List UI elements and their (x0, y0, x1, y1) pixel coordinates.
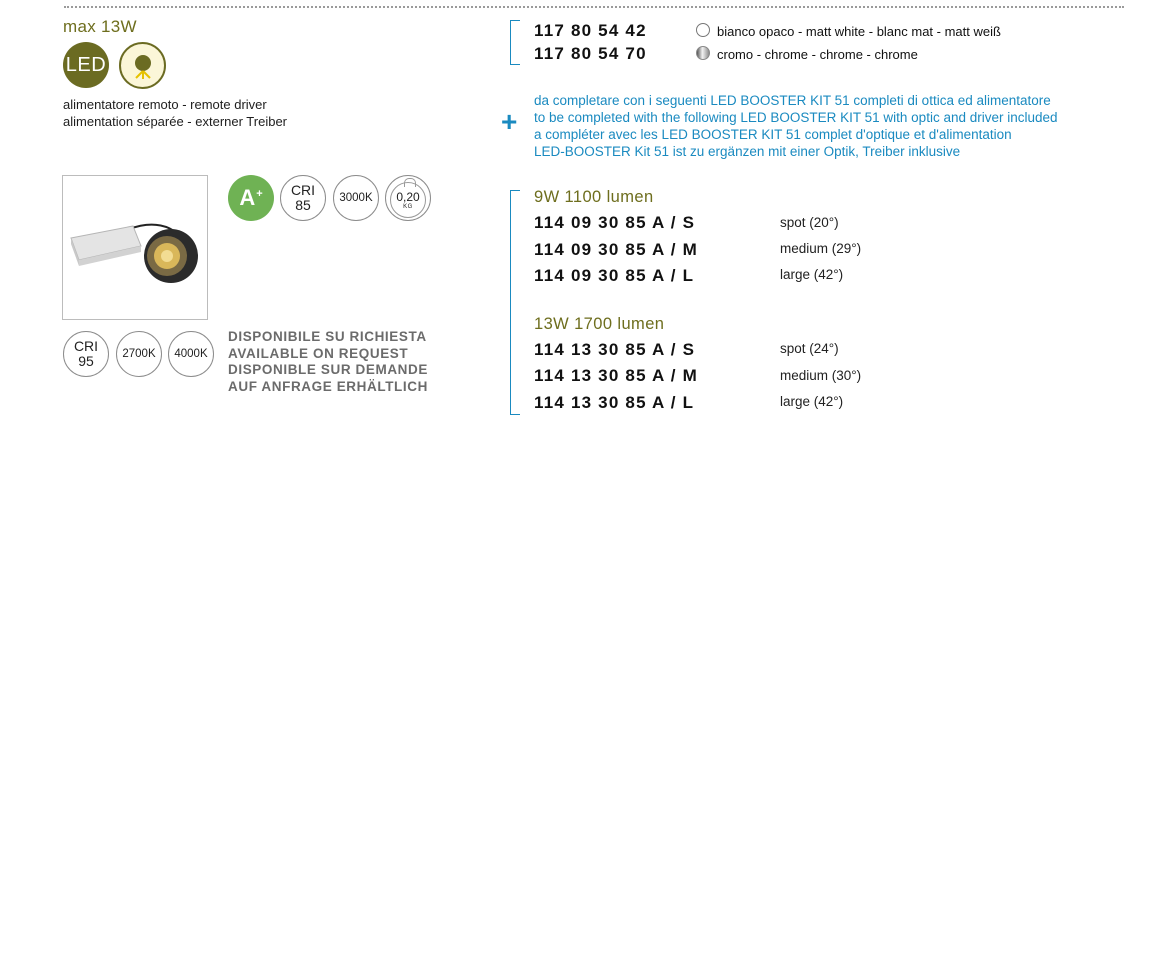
booster-note-line3: a compléter avec les LED BOOSTER KIT 51 complet d'optique et d'alimentation (534, 127, 1012, 142)
kit-codes-bracket (510, 190, 520, 415)
availability-note (228, 329, 428, 395)
cri-label: CRI (290, 182, 316, 198)
kit-optic-label: large (42°) (780, 394, 844, 409)
booster-note-line4: LED-BOOSTER Kit 51 ist zu ergänzen mit einer Optik, Treiber inklusive (534, 144, 961, 159)
weight-icon (404, 178, 416, 187)
kit-code-row: 114 09 30 85 A / M (534, 240, 698, 259)
finish-white-label: bianco opaco - matt white - blanc mat - matt weiß (717, 24, 1001, 39)
light-beam-icon (119, 42, 166, 89)
driver-note-line1: alimentatore remoto - remote driver (63, 97, 267, 112)
chrome-finish-swatch-icon (696, 46, 710, 60)
kit-9w-header: 9W 1100 lumen (534, 188, 654, 206)
plus-icon: + (501, 106, 518, 137)
dotted-divider (64, 6, 1124, 8)
energy-class-plus: + (256, 188, 263, 200)
availability-line1: DISPONIBILE SU RICHIESTA (228, 329, 427, 344)
cri-value: 95 (78, 353, 94, 369)
product-photo (62, 175, 208, 320)
kit-optic-label: medium (29°) (780, 241, 862, 256)
led-badge: LED (63, 42, 109, 88)
kit-code-row: 114 13 30 85 A / L (534, 393, 695, 412)
energy-class-badge (228, 175, 274, 221)
cri-label: CRI (73, 338, 99, 354)
fixture-code-chrome: 117 80 54 70 (534, 44, 647, 63)
color-temp-3000k-badge: 3000K (333, 175, 379, 221)
cri-85-badge (280, 175, 326, 221)
weight-value: 0,20 (396, 190, 420, 204)
fixture-codes-bracket (510, 20, 520, 65)
max-power-label: max 13W (63, 17, 137, 36)
finish-chrome-label: cromo - chrome - chrome - chrome (717, 47, 918, 62)
cri-95-badge (63, 331, 109, 377)
energy-class-letter: A (239, 185, 256, 210)
cri-value: 85 (295, 197, 311, 213)
booster-note-line2: to be completed with the following LED BOOSTER KIT 51 with optic and driver included (534, 110, 1058, 125)
booster-kit-note (534, 92, 1058, 160)
kit-code-row: 114 13 30 85 A / M (534, 366, 698, 385)
kit-code-row: 114 09 30 85 A / S (534, 213, 696, 232)
weight-unit: KG (403, 204, 413, 210)
kit-code-row: 114 09 30 85 A / L (534, 266, 695, 285)
weight-badge (385, 175, 431, 221)
kit-optic-label: medium (30°) (780, 368, 862, 383)
fixture-code-white: 117 80 54 42 (534, 21, 647, 40)
driver-note-line2: alimentation séparée - externer Treiber (63, 114, 288, 129)
kit-13w-header: 13W 1700 lumen (534, 315, 665, 333)
kit-optic-label: spot (20°) (780, 215, 839, 230)
weight-inner (390, 182, 426, 218)
color-temp-2700k-badge: 2700K (116, 331, 162, 377)
kit-optic-label: large (42°) (780, 267, 844, 282)
remote-driver-note (63, 96, 287, 130)
availability-line3: DISPONIBLE SUR DEMANDE (228, 362, 428, 377)
kit-code-row: 114 13 30 85 A / S (534, 340, 696, 359)
color-temp-4000k-badge: 4000K (168, 331, 214, 377)
availability-line2: AVAILABLE ON REQUEST (228, 345, 409, 361)
kit-optic-label: spot (24°) (780, 341, 839, 356)
white-finish-swatch-icon (696, 23, 710, 37)
booster-note-line1: da completare con i seguenti LED BOOSTER KIT 51 completi di ottica ed alimentatore (534, 93, 1051, 108)
availability-line4: AUF ANFRAGE ERHÄLTLICH (228, 378, 428, 394)
